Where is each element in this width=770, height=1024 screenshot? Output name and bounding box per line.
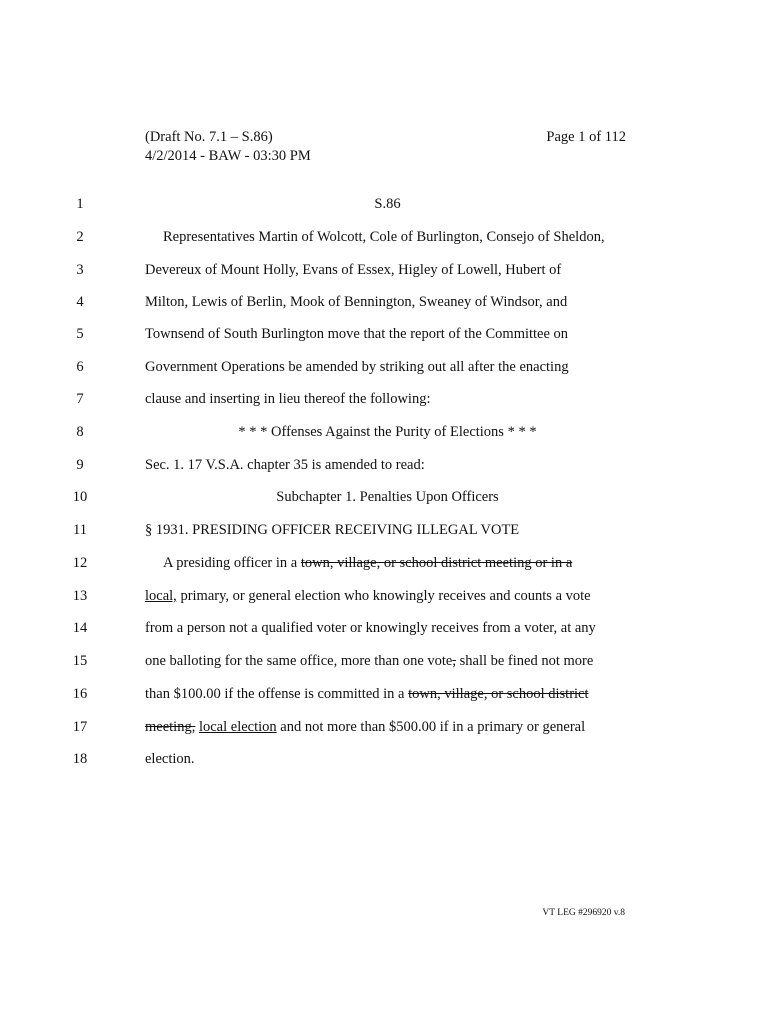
line-number: 18 — [72, 751, 88, 767]
body-line — [145, 718, 630, 736]
body-line: Devereux of Mount Holly, Evans of Essex, Higley of Lowell, Hubert of — [145, 262, 562, 278]
bill-title: S.86 — [374, 196, 401, 212]
header-draft-info — [145, 128, 311, 166]
statute-heading: § 1931. PRESIDING OFFICER RECEIVING ILLEGAL VOTE — [145, 522, 520, 538]
text-segment: and not more than $500.00 if in a primary or general — [276, 719, 586, 735]
line-number: 7 — [76, 391, 84, 407]
deleted-text: town, village, or school district meeting or in a — [300, 555, 573, 571]
line-number: 9 — [76, 457, 84, 473]
draft-datetime: 4/2/2014 - BAW - 03:30 PM — [145, 148, 311, 164]
line-number: 15 — [72, 653, 88, 669]
inserted-text: local election — [198, 719, 277, 735]
text-segment: or general election who knowingly receives and counts a vote — [229, 588, 591, 604]
inserted-text: local, — [145, 588, 177, 604]
line-number: 1 — [76, 196, 84, 212]
deleted-text: town, village, or school district — [408, 686, 589, 702]
line-number: 11 — [73, 522, 87, 538]
body-line: clause and inserting in lieu thereof the following: — [145, 391, 431, 407]
deleted-text: , — [452, 653, 456, 669]
text-segment: shall be fined not more — [455, 653, 594, 669]
body-line: election. — [145, 751, 195, 767]
inserted-text: , — [225, 588, 230, 604]
document-footer: VT LEG #296920 v.8 — [542, 908, 625, 918]
deleted-text: meeting, — [145, 719, 196, 735]
body-line: Townsend of South Burlington move that the report of the Committee on — [145, 326, 569, 342]
body-line: from a person not a qualified voter or knowingly receives from a voter, at any — [145, 620, 596, 636]
subchapter-heading: Subchapter 1. Penalties Upon Officers — [276, 489, 499, 505]
text-segment: one balloting for the same office, more than one vote — [145, 653, 453, 669]
page-number: Page 1 of 112 — [546, 129, 626, 145]
text-segment: primary — [176, 588, 226, 604]
body-line: Representatives Martin of Wolcott, Cole of Burlington, Consejo of Sheldon, — [163, 229, 605, 245]
line-number: 3 — [76, 262, 84, 278]
line-number: 13 — [72, 588, 88, 604]
body-line — [145, 554, 648, 572]
body-line — [145, 652, 630, 670]
line-number: 2 — [76, 229, 84, 245]
body-line: Government Operations be amended by striking out all after the enacting — [145, 359, 569, 375]
line-number: 17 — [72, 719, 88, 735]
section-heading: * * * Offenses Against the Purity of Elections * * * — [238, 424, 537, 440]
line-number: 6 — [76, 359, 84, 375]
line-number: 16 — [72, 686, 88, 702]
body-line: Milton, Lewis of Berlin, Mook of Bennington, Sweaney of Windsor, and — [145, 294, 568, 310]
body-line — [145, 587, 630, 605]
text-segment: A presiding officer in a — [163, 555, 301, 571]
draft-number: (Draft No. 7.1 – S.86) — [145, 129, 273, 145]
line-number: 5 — [76, 326, 84, 342]
line-number: 4 — [76, 294, 84, 310]
text-segment: than $100.00 if the offense is committed in a — [145, 686, 409, 702]
body-line — [145, 685, 630, 703]
line-number: 12 — [72, 555, 88, 571]
line-number: 8 — [76, 424, 84, 440]
line-number: 14 — [72, 620, 88, 636]
line-number: 10 — [72, 489, 88, 505]
body-line: Sec. 1. 17 V.S.A. chapter 35 is amended to read: — [145, 457, 425, 473]
